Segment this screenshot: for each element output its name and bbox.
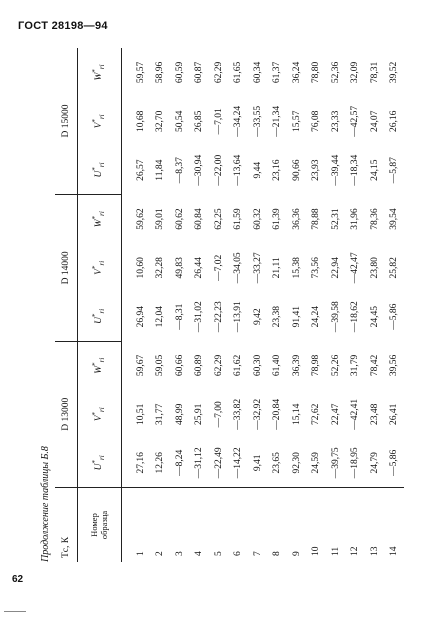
page-number: 62 [12,574,24,585]
component-symbol: V [94,415,105,422]
value-cell: 15,57 [291,110,302,133]
value-cell: 61,40 [272,354,283,377]
value-cell: —31,02 [194,301,205,333]
gost-header: ГОСТ 28198—94 [18,20,108,32]
value-cell: —42,47 [350,252,361,284]
value-cell: 61,59 [233,208,244,230]
component-symbol: W [94,72,105,81]
value-cell: 10,68 [135,110,146,133]
table-row [248,48,268,562]
value-cell: —33,27 [252,252,263,284]
value-cell: —14,22 [233,447,244,479]
component-star: * [91,69,100,73]
value-cell: —42,57 [350,105,361,137]
component-subscript: ri [98,260,107,266]
component-star: * [91,119,100,123]
value-cell: 23,93 [311,159,322,181]
value-cell: 31,77 [155,403,166,425]
component-subscript: ri [98,308,107,314]
value-cell: 9,42 [252,308,263,325]
value-cell: 21,11 [272,257,283,279]
value-cell: 60,62 [174,208,185,230]
value-cell: 23,65 [272,452,283,474]
value-cell: 48,99 [174,403,185,425]
value-cell: 24,07 [369,110,380,133]
component-header [77,146,121,195]
value-cell: 9,41 [252,454,263,472]
value-cell: 62,25 [213,208,224,230]
value-cell: 23,38 [272,305,283,328]
value-cell: —13,91 [233,301,244,333]
component-subscript: ri [98,455,107,460]
value-cell: —18,95 [350,447,361,479]
sample-number: 1 [131,487,151,562]
value-cell: 9,44 [252,161,263,179]
value-cell: 61,65 [233,61,244,84]
value-cell: 61,62 [233,354,244,377]
value-cell: —39,58 [330,301,341,333]
value-cell: —34,05 [233,252,244,284]
value-cell: 39,54 [389,208,400,230]
value-cell: —30,94 [194,154,205,186]
value-cell: —18,34 [350,154,361,186]
value-cell: 76,08 [311,110,322,133]
value-cell: —7,00 [213,401,224,428]
table-caption: Продолжение таблицы Б.8 [40,446,51,562]
value-cell: 31,79 [350,354,361,377]
value-cell: —39,75 [330,447,341,479]
group-title-d14000: D 14000 [55,195,77,341]
sample-number: 13 [365,487,385,562]
data-table [55,48,404,562]
spacer-row [121,48,131,562]
value-cell: 36,24 [291,61,302,84]
component-header [77,341,121,390]
table-row [268,48,288,562]
table-row [346,48,366,562]
value-cell: 12,26 [155,452,166,474]
value-cell: 60,87 [194,61,205,84]
table-body [121,48,404,562]
value-cell: —22,49 [213,447,224,479]
value-cell: 58,96 [155,61,166,84]
value-cell: 90,66 [291,159,302,181]
value-cell: 60,34 [252,61,263,84]
value-cell: 25,82 [389,257,400,279]
value-cell: 24,24 [311,305,322,328]
value-cell: —39,44 [330,154,341,186]
value-cell: 60,89 [194,354,205,377]
component-star: * [91,459,100,464]
sample-number: 5 [209,487,229,562]
value-cell: 24,59 [311,452,322,474]
component-star: * [91,411,100,416]
sample-label-line1: Номер [89,513,99,537]
value-cell: 26,41 [389,403,400,425]
table-row [229,48,249,562]
table-row [365,48,385,562]
value-cell: 59,05 [155,354,166,377]
value-cell: 10,51 [135,403,146,425]
sample-number: 12 [346,487,366,562]
value-cell: 52,26 [330,354,341,377]
value-cell: 32,28 [155,257,166,279]
component-header [77,243,121,292]
value-cell: 36,36 [291,208,302,230]
value-cell: 23,33 [330,110,341,133]
value-cell: —8,24 [174,449,185,476]
spacer-fill [121,48,131,487]
value-cell: —33,82 [233,398,244,430]
value-cell: 78,36 [369,208,380,230]
value-cell: —31,12 [194,447,205,479]
value-cell: 60,84 [194,208,205,230]
component-symbol: U [94,170,105,178]
group-title-d15000: D 15000 [55,48,77,195]
value-cell: —5,86 [389,303,400,330]
value-cell: 62,29 [213,61,224,84]
value-cell: 52,36 [330,61,341,84]
header-row-components [77,48,121,562]
component-header [77,439,121,488]
value-cell: 26,57 [135,159,146,181]
value-cell: —5,87 [389,157,400,184]
value-cell: —42,41 [350,398,361,430]
component-subscript: ri [98,357,107,363]
value-cell: —32,92 [252,398,263,430]
value-cell: 60,59 [174,61,185,84]
value-cell: 22,47 [330,403,341,425]
component-subscript: ri [98,162,107,168]
tc-label: Tс, К [55,487,77,562]
value-cell: 78,42 [369,354,380,377]
value-cell: 23,16 [272,159,283,181]
value-cell: 15,38 [291,257,302,279]
table-row [151,48,171,562]
value-cell: —34,24 [233,105,244,137]
rotated-table-block [38,48,403,562]
sample-number: 14 [385,487,405,562]
sample-number: 3 [170,487,190,562]
scan-mark [4,611,26,612]
table-row [307,48,327,562]
component-subscript: ri [98,211,107,216]
value-cell: 72,62 [311,403,322,425]
sample-number: 2 [151,487,171,562]
value-cell: 78,31 [369,61,380,84]
value-cell: 59,62 [135,208,146,230]
value-cell: 62,29 [213,354,224,377]
value-cell: 25,91 [194,403,205,425]
component-header [77,195,121,244]
value-cell: 78,88 [311,208,322,230]
sample-label [77,487,121,562]
value-cell: 91,41 [291,305,302,328]
value-cell: 24,79 [369,452,380,474]
value-cell: 73,56 [311,257,322,279]
value-cell: 39,52 [389,61,400,84]
component-symbol: V [94,122,105,129]
component-symbol: U [94,317,105,324]
value-cell: —8,37 [174,157,185,184]
component-header [77,390,121,439]
sample-number: 6 [229,487,249,562]
sample-number: 7 [248,487,268,562]
group-title-d13000: D 13000 [55,341,77,487]
sample-number: 9 [287,487,307,562]
value-cell: 52,31 [330,208,341,230]
value-cell: —22,00 [213,154,224,186]
value-cell: —18,62 [350,301,361,333]
table-row [209,48,229,562]
component-subscript: ri [98,64,107,70]
value-cell: 36,39 [291,354,302,377]
value-cell: —5,86 [389,449,400,476]
value-cell: 24,45 [369,305,380,328]
value-cell: —33,55 [252,105,263,137]
component-header [77,292,121,341]
table-row [287,48,307,562]
table-row [131,48,151,562]
component-star: * [91,167,100,171]
value-cell: 23,80 [369,257,380,279]
sample-number: 4 [190,487,210,562]
value-cell: 61,37 [272,61,283,84]
table-row [190,48,210,562]
value-cell: 15,14 [291,403,302,425]
value-cell: 50,54 [174,110,185,133]
value-cell: 23,48 [369,403,380,425]
component-subscript: ri [98,114,107,120]
value-cell: 31,96 [350,208,361,230]
value-cell: 92,30 [291,452,302,474]
value-cell: 32,70 [155,110,166,133]
value-cell: 59,01 [155,208,166,230]
sample-label-line2: образца [99,510,109,540]
sample-number: 8 [268,487,288,562]
value-cell: 78,98 [311,354,322,377]
component-star: * [91,265,100,269]
value-cell: 60,32 [252,208,263,230]
value-cell: 26,94 [135,305,146,328]
component-subscript: ri [98,407,107,412]
table-row [326,48,346,562]
sample-number: 11 [326,487,346,562]
value-cell: 60,30 [252,354,263,377]
component-symbol: V [94,269,105,275]
component-symbol: W [94,219,105,228]
value-cell: —8,31 [174,303,185,330]
component-star: * [91,215,100,220]
table-row [170,48,190,562]
value-cell: —22,23 [213,301,224,333]
sample-number: 10 [307,487,327,562]
value-cell: 24,15 [369,159,380,181]
value-cell: 61,39 [272,208,283,230]
header-row-groups [55,48,77,562]
component-symbol: U [94,463,105,471]
value-cell: —20,84 [272,398,283,430]
spacer-cell [121,487,131,562]
component-header [77,97,121,146]
component-header [77,48,121,97]
value-cell: 26,16 [389,110,400,133]
component-symbol: W [94,365,105,374]
value-cell: 27,16 [135,452,146,474]
value-cell: —13,64 [233,154,244,186]
value-cell: 59,67 [135,354,146,377]
value-cell: 78,80 [311,61,322,84]
component-star: * [91,313,100,318]
value-cell: 10,60 [135,257,146,279]
table-row [385,48,405,562]
value-cell: 26,44 [194,257,205,279]
value-cell: —7,01 [213,108,224,135]
value-cell: 32,09 [350,61,361,84]
value-cell: —7,02 [213,254,224,281]
value-cell: 39,56 [389,354,400,377]
value-cell: 12,04 [155,305,166,328]
value-cell: 11,84 [155,159,166,181]
value-cell: 26,85 [194,110,205,133]
value-cell: 22,94 [330,257,341,279]
value-cell: 60,66 [174,354,185,377]
value-cell: —21,34 [272,105,283,137]
value-cell: 49,83 [174,257,185,279]
component-star: * [91,362,100,366]
value-cell: 59,57 [135,61,146,84]
